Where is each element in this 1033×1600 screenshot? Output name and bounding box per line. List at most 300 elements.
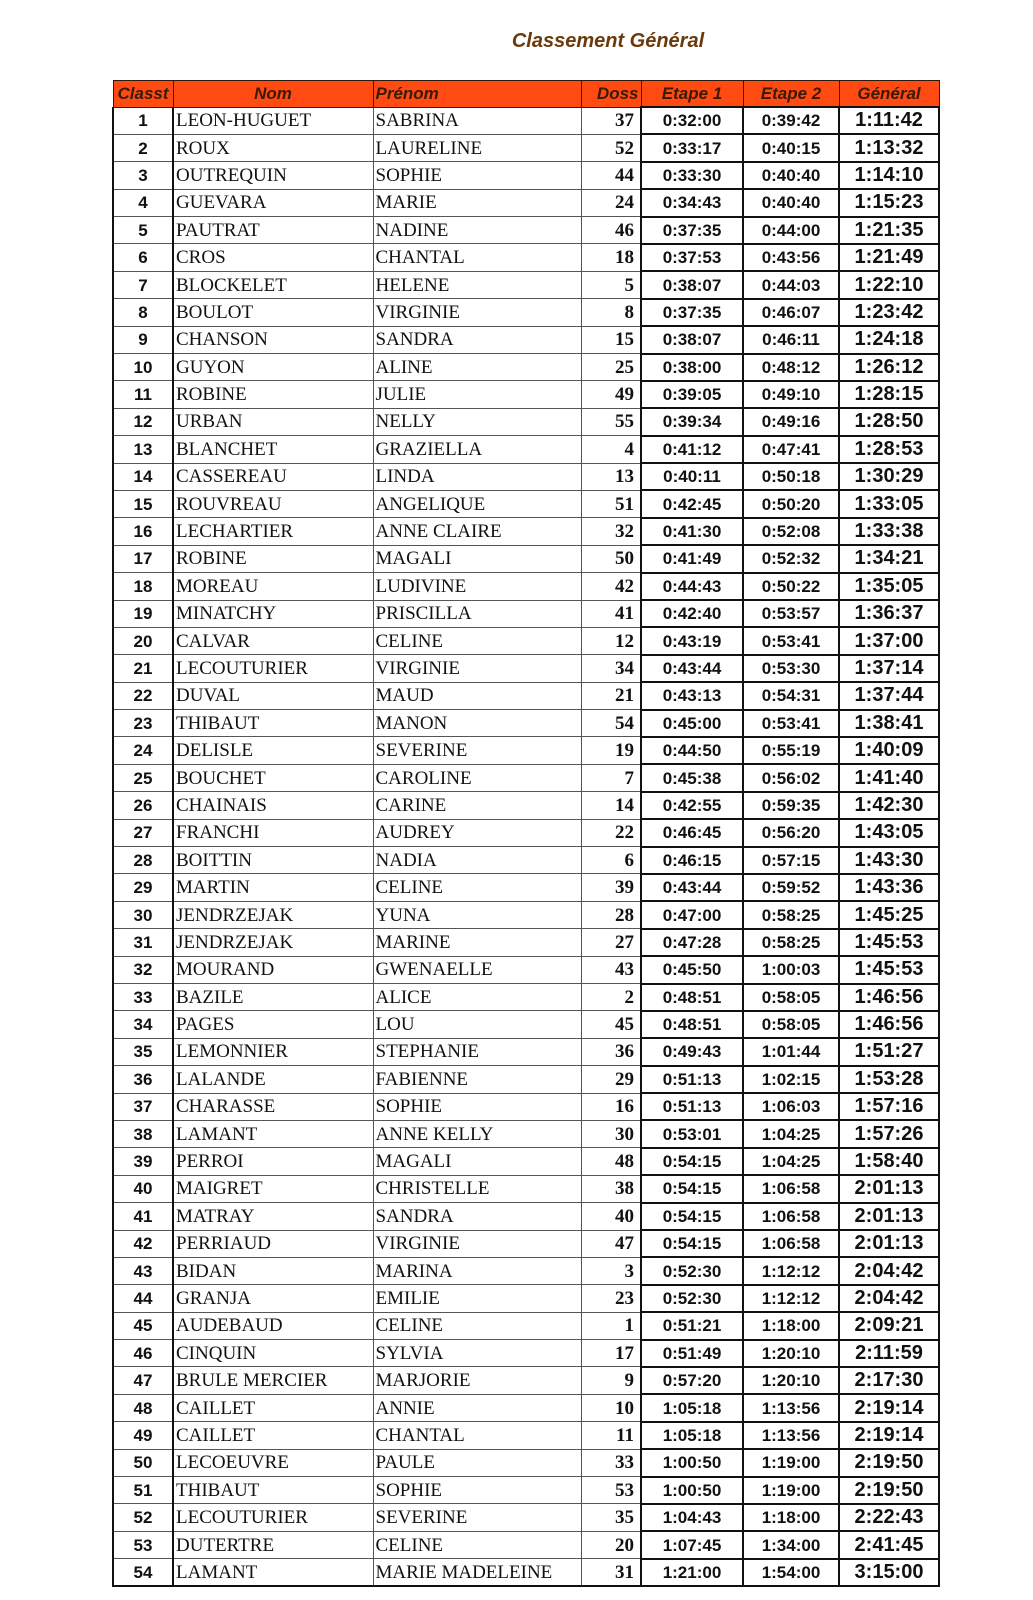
table-row (113, 1504, 939, 1531)
cell-doss: 47 (581, 1230, 641, 1257)
table-row (113, 1038, 939, 1065)
table-row (113, 189, 939, 216)
cell-prenom: GRAZIELLA (373, 436, 581, 463)
cell-etape2: 1:19:00 (743, 1477, 839, 1504)
cell-etape2: 0:59:35 (743, 792, 839, 819)
cell-general: 1:26:12 (839, 354, 939, 381)
cell-general: 2:09:21 (839, 1312, 939, 1339)
cell-etape1: 0:44:50 (641, 737, 743, 764)
cell-classt: 34 (113, 1011, 173, 1038)
cell-classt: 54 (113, 1559, 173, 1586)
header-etape1: Etape 1 (641, 81, 743, 108)
cell-classt: 32 (113, 956, 173, 983)
cell-classt: 33 (113, 984, 173, 1011)
cell-general: 1:28:15 (839, 381, 939, 408)
cell-nom: LEMONNIER (173, 1038, 373, 1065)
cell-etape1: 0:42:45 (641, 490, 743, 517)
cell-prenom: MANON (373, 710, 581, 737)
cell-etape1: 0:42:55 (641, 792, 743, 819)
cell-etape1: 0:41:49 (641, 545, 743, 572)
table-row (113, 381, 939, 408)
cell-prenom: CELINE (373, 627, 581, 654)
cell-nom: BAZILE (173, 984, 373, 1011)
cell-etape1: 0:43:13 (641, 682, 743, 709)
cell-doss: 45 (581, 1011, 641, 1038)
cell-etape2: 1:02:15 (743, 1066, 839, 1093)
table-row (113, 764, 939, 791)
cell-etape2: 0:53:41 (743, 627, 839, 654)
cell-etape2: 1:12:12 (743, 1257, 839, 1284)
header-etape2: Etape 2 (743, 81, 839, 108)
cell-classt: 23 (113, 710, 173, 737)
cell-prenom: MAGALI (373, 1148, 581, 1175)
cell-prenom: ANNE KELLY (373, 1120, 581, 1147)
cell-doss: 25 (581, 354, 641, 381)
cell-etape2: 1:04:25 (743, 1120, 839, 1147)
cell-classt: 15 (113, 490, 173, 517)
cell-general: 1:58:40 (839, 1148, 939, 1175)
cell-classt: 48 (113, 1394, 173, 1421)
cell-nom: BOITTIN (173, 847, 373, 874)
cell-nom: JENDRZEJAK (173, 929, 373, 956)
cell-doss: 10 (581, 1394, 641, 1421)
table-row (113, 518, 939, 545)
cell-etape1: 0:48:51 (641, 984, 743, 1011)
cell-etape2: 0:49:16 (743, 408, 839, 435)
cell-etape1: 0:53:01 (641, 1120, 743, 1147)
cell-doss: 27 (581, 929, 641, 956)
cell-general: 1:14:10 (839, 162, 939, 189)
cell-etape2: 1:18:00 (743, 1504, 839, 1531)
cell-etape2: 0:57:15 (743, 847, 839, 874)
cell-nom: BLANCHET (173, 436, 373, 463)
cell-classt: 46 (113, 1340, 173, 1367)
cell-doss: 16 (581, 1093, 641, 1120)
cell-general: 2:04:42 (839, 1285, 939, 1312)
cell-prenom: CHRISTELLE (373, 1175, 581, 1202)
cell-general: 1:21:35 (839, 217, 939, 244)
cell-general: 1:36:37 (839, 600, 939, 627)
cell-nom: CASSEREAU (173, 463, 373, 490)
cell-classt: 36 (113, 1066, 173, 1093)
table-row (113, 1093, 939, 1120)
cell-nom: GUEVARA (173, 189, 373, 216)
cell-general: 1:45:25 (839, 901, 939, 928)
cell-general: 1:37:14 (839, 655, 939, 682)
table-row (113, 682, 939, 709)
cell-classt: 25 (113, 764, 173, 791)
cell-etape1: 1:00:50 (641, 1449, 743, 1476)
cell-classt: 14 (113, 463, 173, 490)
table-row (113, 627, 939, 654)
cell-nom: PERRIAUD (173, 1230, 373, 1257)
cell-nom: LALANDE (173, 1066, 373, 1093)
cell-nom: GUYON (173, 354, 373, 381)
cell-classt: 8 (113, 299, 173, 326)
cell-prenom: CELINE (373, 1312, 581, 1339)
cell-prenom: NADINE (373, 217, 581, 244)
cell-doss: 43 (581, 956, 641, 983)
cell-nom: LECOUTURIER (173, 655, 373, 682)
cell-nom: LAMANT (173, 1120, 373, 1147)
cell-general: 2:19:50 (839, 1477, 939, 1504)
cell-general: 1:43:30 (839, 847, 939, 874)
cell-doss: 13 (581, 463, 641, 490)
cell-etape1: 0:44:43 (641, 573, 743, 600)
header-doss: Doss (581, 81, 641, 108)
cell-doss: 11 (581, 1422, 641, 1449)
cell-classt: 51 (113, 1477, 173, 1504)
cell-etape2: 0:50:20 (743, 490, 839, 517)
cell-etape1: 0:51:13 (641, 1093, 743, 1120)
cell-prenom: NELLY (373, 408, 581, 435)
cell-prenom: ALINE (373, 354, 581, 381)
table-row (113, 956, 939, 983)
cell-etape1: 0:37:53 (641, 244, 743, 271)
cell-prenom: CELINE (373, 1531, 581, 1558)
cell-general: 2:17:30 (839, 1367, 939, 1394)
cell-general: 1:13:32 (839, 134, 939, 161)
cell-classt: 31 (113, 929, 173, 956)
cell-etape2: 0:40:40 (743, 189, 839, 216)
cell-prenom: VIRGINIE (373, 299, 581, 326)
cell-etape2: 1:06:58 (743, 1203, 839, 1230)
cell-doss: 17 (581, 1340, 641, 1367)
cell-general: 2:01:13 (839, 1203, 939, 1230)
cell-etape1: 0:54:15 (641, 1203, 743, 1230)
cell-prenom: JULIE (373, 381, 581, 408)
cell-general: 1:11:42 (839, 107, 939, 134)
cell-prenom: MAUD (373, 682, 581, 709)
table-row (113, 299, 939, 326)
cell-nom: LECOEUVRE (173, 1449, 373, 1476)
cell-etape2: 0:56:02 (743, 764, 839, 791)
table-row (113, 984, 939, 1011)
cell-etape1: 0:40:11 (641, 463, 743, 490)
cell-prenom: LAURELINE (373, 134, 581, 161)
cell-nom: LECOUTURIER (173, 1504, 373, 1531)
cell-classt: 7 (113, 271, 173, 298)
cell-etape2: 0:54:31 (743, 682, 839, 709)
cell-general: 1:35:05 (839, 573, 939, 600)
cell-prenom: SANDRA (373, 326, 581, 353)
cell-etape1: 0:54:15 (641, 1175, 743, 1202)
cell-etape1: 0:43:44 (641, 655, 743, 682)
cell-general: 2:04:42 (839, 1257, 939, 1284)
cell-general: 1:21:49 (839, 244, 939, 271)
table-row (113, 1477, 939, 1504)
table-row (113, 1285, 939, 1312)
table-row (113, 929, 939, 956)
cell-classt: 5 (113, 217, 173, 244)
cell-classt: 19 (113, 600, 173, 627)
cell-etape2: 0:59:52 (743, 874, 839, 901)
cell-general: 1:24:18 (839, 326, 939, 353)
cell-classt: 12 (113, 408, 173, 435)
cell-nom: MARTIN (173, 874, 373, 901)
cell-nom: LEON-HUGUET (173, 107, 373, 134)
cell-etape1: 0:52:30 (641, 1257, 743, 1284)
cell-etape1: 1:04:43 (641, 1504, 743, 1531)
cell-prenom: MARINA (373, 1257, 581, 1284)
cell-etape1: 0:34:43 (641, 189, 743, 216)
cell-prenom: SEVERINE (373, 1504, 581, 1531)
cell-etape2: 0:58:25 (743, 929, 839, 956)
cell-general: 1:37:00 (839, 627, 939, 654)
cell-general: 1:33:38 (839, 518, 939, 545)
table-row (113, 1148, 939, 1175)
cell-general: 1:57:16 (839, 1093, 939, 1120)
cell-general: 1:51:27 (839, 1038, 939, 1065)
cell-general: 1:42:30 (839, 792, 939, 819)
cell-prenom: SOPHIE (373, 162, 581, 189)
cell-etape1: 0:32:00 (641, 107, 743, 134)
cell-general: 1:43:05 (839, 819, 939, 846)
cell-classt: 6 (113, 244, 173, 271)
table-row (113, 1066, 939, 1093)
cell-classt: 41 (113, 1203, 173, 1230)
cell-prenom: LOU (373, 1011, 581, 1038)
cell-etape2: 1:00:03 (743, 956, 839, 983)
cell-classt: 43 (113, 1257, 173, 1284)
cell-nom: PAUTRAT (173, 217, 373, 244)
cell-nom: ROBINE (173, 381, 373, 408)
cell-classt: 4 (113, 189, 173, 216)
cell-doss: 9 (581, 1367, 641, 1394)
cell-nom: MINATCHY (173, 600, 373, 627)
cell-prenom: NADIA (373, 847, 581, 874)
cell-prenom: SOPHIE (373, 1477, 581, 1504)
cell-prenom: CHANTAL (373, 244, 581, 271)
table-row (113, 792, 939, 819)
cell-etape2: 0:53:30 (743, 655, 839, 682)
cell-doss: 20 (581, 1531, 641, 1558)
cell-doss: 29 (581, 1066, 641, 1093)
cell-doss: 49 (581, 381, 641, 408)
cell-prenom: PAULE (373, 1449, 581, 1476)
cell-etape2: 0:50:22 (743, 573, 839, 600)
cell-doss: 51 (581, 490, 641, 517)
cell-doss: 35 (581, 1504, 641, 1531)
cell-classt: 2 (113, 134, 173, 161)
cell-doss: 7 (581, 764, 641, 791)
cell-etape1: 0:49:43 (641, 1038, 743, 1065)
cell-classt: 49 (113, 1422, 173, 1449)
cell-etape2: 0:39:42 (743, 107, 839, 134)
cell-nom: BIDAN (173, 1257, 373, 1284)
cell-classt: 44 (113, 1285, 173, 1312)
table-body (113, 107, 939, 1586)
cell-doss: 50 (581, 545, 641, 572)
cell-nom: THIBAUT (173, 710, 373, 737)
cell-etape2: 1:20:10 (743, 1340, 839, 1367)
cell-classt: 50 (113, 1449, 173, 1476)
cell-doss: 55 (581, 408, 641, 435)
cell-prenom: VIRGINIE (373, 655, 581, 682)
cell-classt: 40 (113, 1175, 173, 1202)
cell-doss: 52 (581, 134, 641, 161)
cell-etape1: 1:00:50 (641, 1477, 743, 1504)
cell-etape1: 1:21:00 (641, 1559, 743, 1586)
cell-general: 1:45:53 (839, 929, 939, 956)
cell-doss: 1 (581, 1312, 641, 1339)
cell-doss: 23 (581, 1285, 641, 1312)
cell-etape2: 0:52:32 (743, 545, 839, 572)
cell-classt: 13 (113, 436, 173, 463)
cell-doss: 18 (581, 244, 641, 271)
cell-nom: BRULE MERCIER (173, 1367, 373, 1394)
cell-classt: 16 (113, 518, 173, 545)
cell-doss: 14 (581, 792, 641, 819)
cell-doss: 40 (581, 1203, 641, 1230)
cell-nom: URBAN (173, 408, 373, 435)
header-prenom: Prénom (373, 81, 581, 108)
cell-etape2: 1:54:00 (743, 1559, 839, 1586)
cell-etape1: 0:42:40 (641, 600, 743, 627)
cell-doss: 54 (581, 710, 641, 737)
cell-general: 1:33:05 (839, 490, 939, 517)
cell-etape2: 0:44:00 (743, 217, 839, 244)
cell-general: 1:34:21 (839, 545, 939, 572)
cell-classt: 22 (113, 682, 173, 709)
cell-prenom: SANDRA (373, 1203, 581, 1230)
cell-etape2: 0:40:15 (743, 134, 839, 161)
cell-nom: OUTREQUIN (173, 162, 373, 189)
cell-nom: CHANSON (173, 326, 373, 353)
page-title: Classement Général (511, 30, 705, 52)
cell-doss: 33 (581, 1449, 641, 1476)
cell-prenom: AUDREY (373, 819, 581, 846)
cell-etape2: 0:56:20 (743, 819, 839, 846)
cell-general: 1:41:40 (839, 764, 939, 791)
cell-general: 1:45:53 (839, 956, 939, 983)
table-row (113, 1394, 939, 1421)
table-row (113, 463, 939, 490)
cell-classt: 38 (113, 1120, 173, 1147)
cell-nom: PAGES (173, 1011, 373, 1038)
cell-general: 1:23:42 (839, 299, 939, 326)
cell-classt: 3 (113, 162, 173, 189)
cell-doss: 24 (581, 189, 641, 216)
cell-nom: FRANCHI (173, 819, 373, 846)
header-general: Général (839, 81, 939, 108)
cell-nom: BOUCHET (173, 764, 373, 791)
cell-prenom: PRISCILLA (373, 600, 581, 627)
cell-etape1: 0:54:15 (641, 1148, 743, 1175)
cell-doss: 30 (581, 1120, 641, 1147)
header-nom: Nom (173, 81, 373, 108)
cell-general: 1:22:10 (839, 271, 939, 298)
cell-general: 2:11:59 (839, 1340, 939, 1367)
cell-prenom: LINDA (373, 463, 581, 490)
table-row (113, 600, 939, 627)
cell-doss: 28 (581, 901, 641, 928)
cell-classt: 24 (113, 737, 173, 764)
cell-general: 1:38:41 (839, 710, 939, 737)
cell-etape1: 0:39:05 (641, 381, 743, 408)
cell-etape2: 1:06:58 (743, 1175, 839, 1202)
cell-general: 1:28:50 (839, 408, 939, 435)
table-row (113, 1367, 939, 1394)
cell-prenom: MARIE (373, 189, 581, 216)
cell-etape2: 1:06:58 (743, 1230, 839, 1257)
cell-doss: 42 (581, 573, 641, 600)
cell-prenom: SABRINA (373, 107, 581, 134)
table-row (113, 710, 939, 737)
cell-etape2: 0:55:19 (743, 737, 839, 764)
cell-classt: 37 (113, 1093, 173, 1120)
cell-prenom: CARINE (373, 792, 581, 819)
cell-prenom: MARINE (373, 929, 581, 956)
cell-etape1: 0:38:07 (641, 326, 743, 353)
cell-etape1: 0:45:00 (641, 710, 743, 737)
cell-general: 1:37:44 (839, 682, 939, 709)
cell-prenom: MARJORIE (373, 1367, 581, 1394)
cell-general: 2:41:45 (839, 1531, 939, 1558)
cell-nom: DUVAL (173, 682, 373, 709)
cell-nom: GRANJA (173, 1285, 373, 1312)
results-table (112, 80, 940, 1587)
cell-prenom: EMILIE (373, 1285, 581, 1312)
cell-prenom: MAGALI (373, 545, 581, 572)
table-row (113, 217, 939, 244)
cell-etape2: 1:34:00 (743, 1531, 839, 1558)
table-row (113, 1120, 939, 1147)
cell-etape1: 0:45:38 (641, 764, 743, 791)
cell-classt: 53 (113, 1531, 173, 1558)
cell-nom: AUDEBAUD (173, 1312, 373, 1339)
cell-general: 1:30:29 (839, 463, 939, 490)
cell-doss: 21 (581, 682, 641, 709)
table-row (113, 874, 939, 901)
cell-prenom: SOPHIE (373, 1093, 581, 1120)
cell-doss: 32 (581, 518, 641, 545)
cell-etape1: 0:51:49 (641, 1340, 743, 1367)
cell-etape2: 0:58:25 (743, 901, 839, 928)
cell-doss: 12 (581, 627, 641, 654)
table-row (113, 1449, 939, 1476)
cell-prenom: ANGELIQUE (373, 490, 581, 517)
cell-nom: BOULOT (173, 299, 373, 326)
table-row (113, 244, 939, 271)
table-row (113, 901, 939, 928)
cell-doss: 4 (581, 436, 641, 463)
cell-nom: CAILLET (173, 1422, 373, 1449)
cell-prenom: ANNIE (373, 1394, 581, 1421)
cell-classt: 45 (113, 1312, 173, 1339)
cell-nom: PERROI (173, 1148, 373, 1175)
table-row (113, 1422, 939, 1449)
cell-nom: CROS (173, 244, 373, 271)
cell-doss: 41 (581, 600, 641, 627)
cell-general: 2:19:14 (839, 1422, 939, 1449)
cell-doss: 34 (581, 655, 641, 682)
cell-prenom: ANNE CLAIRE (373, 518, 581, 545)
cell-prenom: FABIENNE (373, 1066, 581, 1093)
cell-doss: 37 (581, 107, 641, 134)
cell-prenom: CHANTAL (373, 1422, 581, 1449)
cell-nom: MATRAY (173, 1203, 373, 1230)
cell-general: 3:15:00 (839, 1559, 939, 1586)
cell-doss: 5 (581, 271, 641, 298)
table-row (113, 655, 939, 682)
cell-etape1: 0:57:20 (641, 1367, 743, 1394)
table-row (113, 1175, 939, 1202)
cell-prenom: STEPHANIE (373, 1038, 581, 1065)
cell-general: 2:01:13 (839, 1230, 939, 1257)
cell-etape1: 0:38:07 (641, 271, 743, 298)
cell-nom: JENDRZEJAK (173, 901, 373, 928)
